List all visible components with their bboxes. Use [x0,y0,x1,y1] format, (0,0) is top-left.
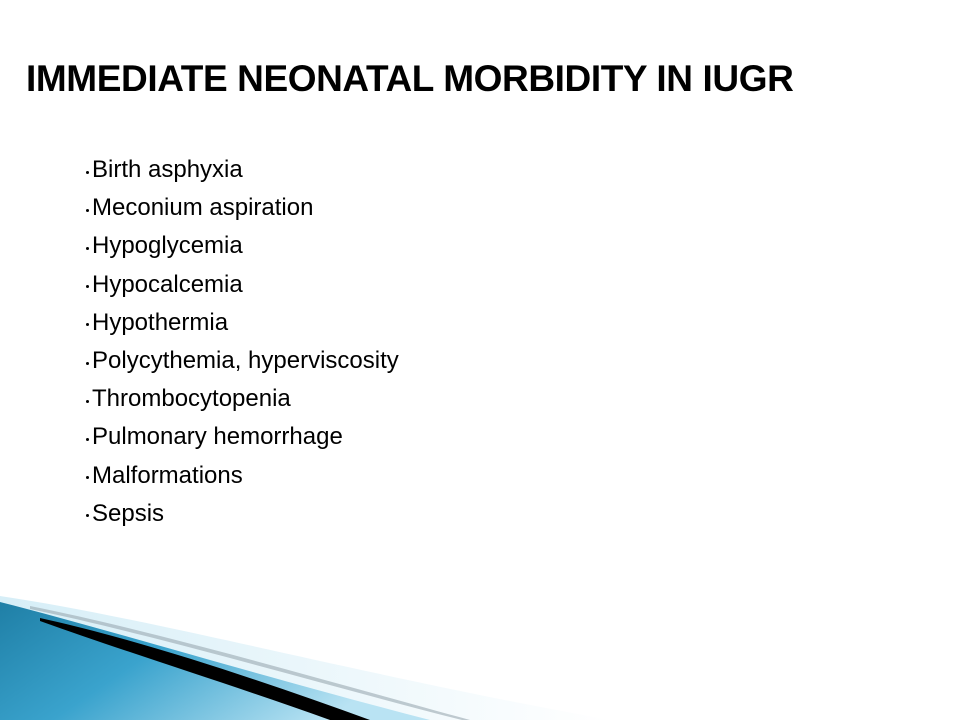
list-item [86,380,399,418]
list-item [86,342,399,380]
bullet-dot-icon [86,362,89,365]
bullet-dot-icon [86,209,89,212]
bullet-dot-icon [86,285,89,288]
bullet-dot-icon [86,247,89,250]
morbidity-list [86,151,399,533]
bullet-dot-icon [86,400,89,403]
list-item [86,418,399,456]
grey-swoosh-highlight [30,606,470,720]
bullet-dot-icon [86,438,89,441]
bullet-dot-icon [86,171,89,174]
list-item [86,266,399,304]
list-item-label: Hypoglycemia [92,232,243,260]
list-item [86,457,399,495]
list-item-label: Malformations [92,461,243,489]
bullet-dot-icon [86,476,89,479]
list-item-label: Thrombocytopenia [92,385,291,413]
black-swoosh-band [40,618,370,720]
list-item-label: Hypocalcemia [92,270,243,298]
list-item [86,304,399,342]
list-item [86,227,399,265]
blue-swoosh-band [0,602,430,720]
bullet-dot-icon [86,514,89,517]
list-item-label: Polycythemia, hyperviscosity [92,347,399,375]
list-item-label: Hypothermia [92,308,229,336]
list-item-label: Sepsis [92,499,165,527]
list-item-label: Birth asphyxia [92,156,243,184]
list-item [86,151,399,189]
list-item [86,189,399,227]
list-item-label: Meconium aspiration [92,194,314,222]
bullet-dot-icon [86,323,89,326]
pale-swoosh-band [0,596,610,720]
list-item-label: Pulmonary hemorrhage [92,423,343,451]
list-item [86,495,399,533]
slide-title: IMMEDIATE NEONATAL MORBIDITY IN IUGR [26,58,794,99]
